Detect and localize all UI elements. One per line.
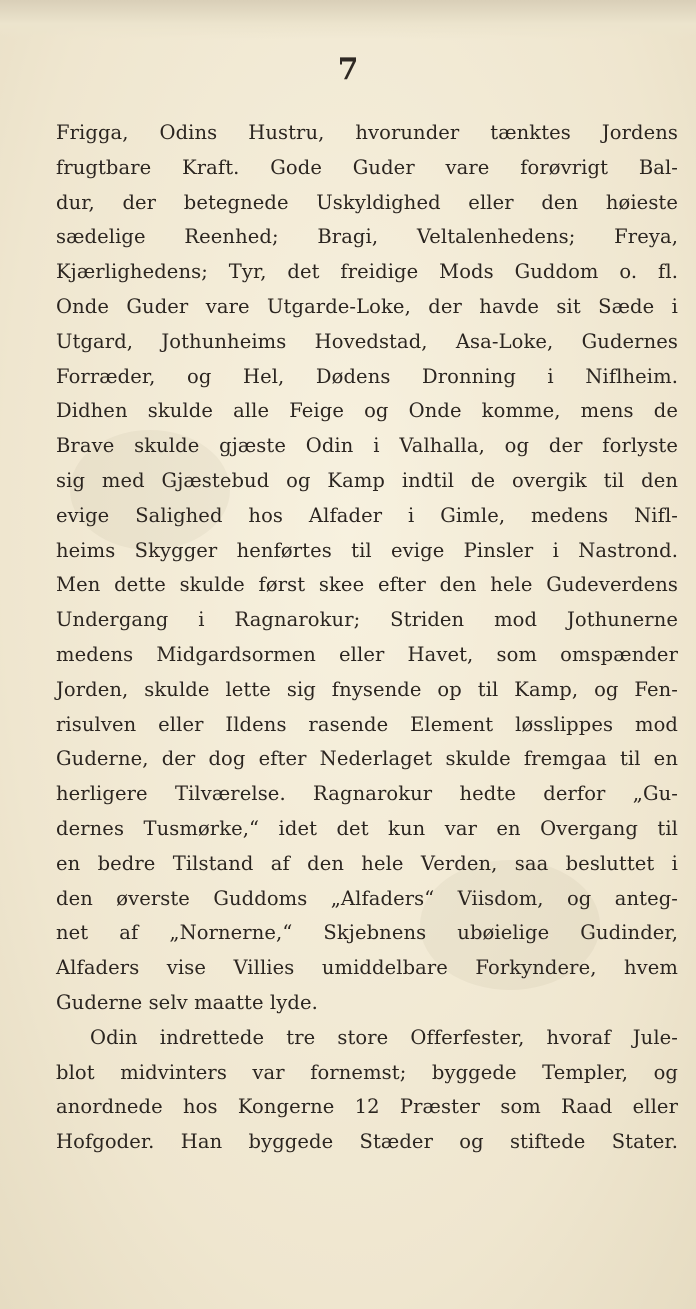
- text-line: herligere Tilværelse. Ragnarokur hedte derfor „Gu-: [56, 782, 678, 806]
- text-line: frugtbare Kraft. Gode Guder vare forøvrigt Bal-: [56, 155, 678, 179]
- text-line: Hofgoder. Han byggede Stæder og stiftede Stater.: [56, 1130, 678, 1154]
- text-line: Guderne selv maatte lyde.: [56, 990, 318, 1014]
- text-line: evige Salighed hos Alfader i Gimle, medens Nifl-: [56, 503, 678, 527]
- text-line: sædelige Reenhed; Bragi, Veltalenhedens; Freya,: [56, 225, 678, 249]
- page-number: 7: [337, 52, 359, 87]
- text-line: Odin indrettede tre store Offerfester, hvoraf Jule-: [90, 1025, 678, 1049]
- text-line: Frigga, Odins Hustru, hvorunder tænktes Jordens: [56, 121, 678, 144]
- text-line: blot midvinters var fornemst; byggede Templer, og: [56, 1060, 678, 1084]
- body-text: [56, 116, 678, 1160]
- text-line: anordnede hos Kongerne 12 Præster som Raad eller: [56, 1095, 678, 1119]
- text-line: sig med Gjæstebud og Kamp indtil de overgik til den: [56, 468, 678, 492]
- text-line: risulven eller Ildens rasende Element løsslippes mod: [56, 712, 678, 736]
- text-line: Alfaders vise Villies umiddelbare Forkyndere, hvem: [56, 956, 678, 980]
- page-top-edge: [0, 0, 696, 40]
- text-line: den øverste Guddoms „Alfaders“ Viisdom, og anteg-: [56, 886, 678, 910]
- text-line: Jorden, skulde lette sig fnysende op til Kamp, og Fen-: [56, 677, 678, 701]
- text-line: Utgard, Jothunheims Hovedstad, Asa-Loke, Gudernes: [56, 329, 678, 353]
- text-line: net af „Nornerne,“ Skjebnens ubøielige Gudinder,: [56, 921, 678, 945]
- text-line: Guderne, der dog efter Nederlaget skulde fremgaa til en: [56, 747, 678, 771]
- text-line: dernes Tusmørke,“ idet det kun var en Overgang til: [56, 816, 678, 840]
- text-line: Brave skulde gjæste Odin i Valhalla, og der forlyste: [56, 434, 678, 458]
- text-line: Didhen skulde alle Feige og Onde komme, mens de: [56, 399, 678, 423]
- text-line: Kjærlighedens; Tyr, det freidige Mods Guddom o. fl.: [56, 260, 678, 284]
- text-line: en bedre Tilstand af den hele Verden, saa besluttet i: [56, 851, 678, 875]
- text-line: heims Skygger henførtes til evige Pinsler i Nastrond.: [56, 538, 678, 562]
- text-line: Forræder, og Hel, Dødens Dronning i Niflheim.: [56, 364, 678, 388]
- text-line: Onde Guder vare Utgarde-Loke, der havde sit Sæde i: [56, 294, 678, 318]
- text-line: Men dette skulde først skee efter den hele Gudeverdens: [56, 573, 678, 597]
- text-line: dur, der betegnede Uskyldighed eller den høieste: [56, 190, 678, 214]
- text-line: medens Midgardsormen eller Havet, som omspænder: [56, 642, 678, 666]
- text-line: Undergang i Ragnarokur; Striden mod Jothunerne: [56, 608, 678, 632]
